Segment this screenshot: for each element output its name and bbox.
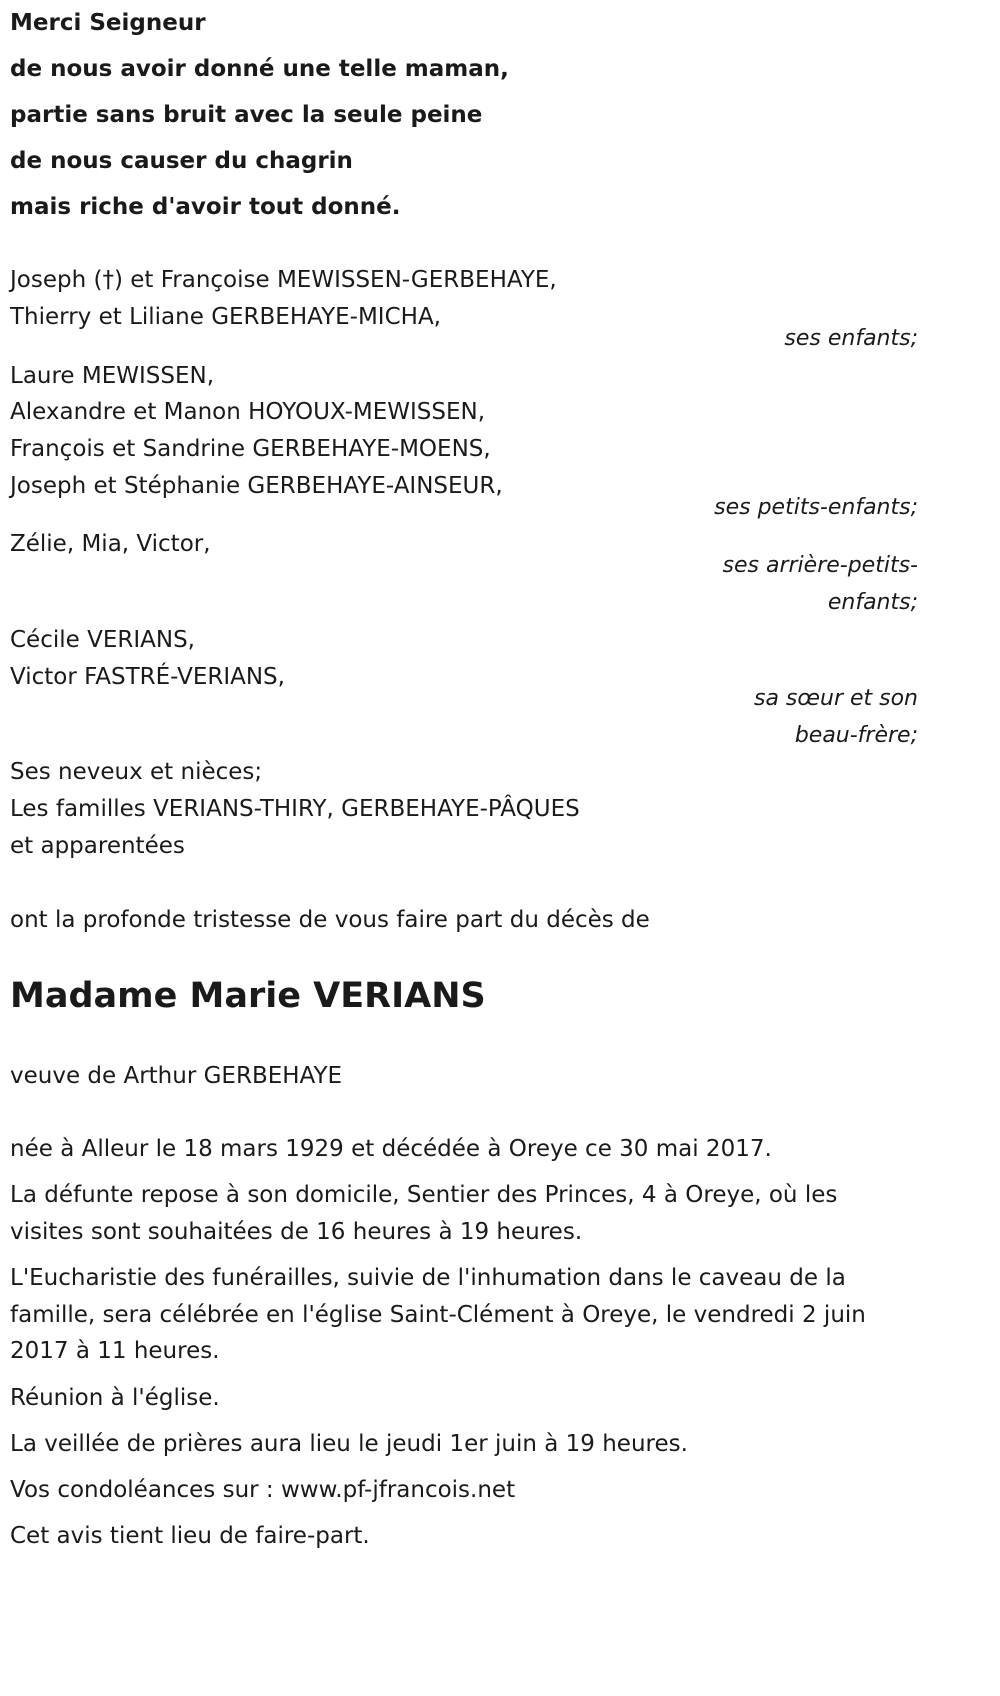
detail-line: L'Eucharistie des funérailles, suivie de l'inhumation dans le caveau de la — [10, 1265, 846, 1291]
detail-line: née à Alleur le 18 mars 1929 et décédée à Oreye ce 30 mai 2017. — [10, 1136, 772, 1162]
relation-label: beau-frère; — [794, 723, 918, 748]
family-member-line: Victor FASTRÉ-VERIANS, — [10, 664, 285, 690]
detail-line: 2017 à 11 heures. — [10, 1338, 220, 1364]
detail-line: famille, sera célébrée en l'église Saint-Clément à Oreye, le vendredi 2 juin — [10, 1302, 866, 1328]
condolences-line: Vos condoléances sur : www.pf-jfrancois.net — [10, 1477, 516, 1503]
widow-of-text: veuve de Arthur GERBEHAYE — [10, 1063, 343, 1089]
family-member-line: Zélie, Mia, Victor, — [10, 531, 211, 557]
family-member-line: et apparentées — [10, 833, 185, 859]
family-member-line: Joseph (†) et Françoise MEWISSEN-GERBEHAYE, — [10, 267, 557, 293]
poem-line: de nous avoir donné une telle maman, — [10, 56, 509, 82]
family-member-line: Cécile VERIANS, — [10, 627, 195, 653]
detail-line: La défunte repose à son domicile, Sentier des Princes, 4 à Oreye, où les — [10, 1182, 838, 1208]
detail-line: visites sont souhaitées de 16 heures à 19 heures. — [10, 1219, 583, 1245]
relation-label: ses arrière-petits- — [722, 553, 918, 578]
detail-line: La veillée de prières aura lieu le jeudi 1er juin à 19 heures. — [10, 1431, 688, 1457]
poem-line: Merci Seigneur — [10, 10, 206, 36]
relation-label: ses enfants; — [784, 326, 918, 351]
poem-line: mais riche d'avoir tout donné. — [10, 194, 401, 220]
detail-line: Réunion à l'église. — [10, 1385, 220, 1411]
family-member-line: Laure MEWISSEN, — [10, 363, 215, 389]
family-member-line: Les familles VERIANS-THIRY, GERBEHAYE-PÂQUES — [10, 796, 580, 822]
family-member-line: Ses neveux et nièces; — [10, 759, 263, 785]
poem-line: de nous causer du chagrin — [10, 148, 353, 174]
relation-label: ses petits-enfants; — [714, 495, 918, 520]
announcement-text: ont la profonde tristesse de vous faire part du décès de — [10, 907, 650, 933]
relation-label: sa sœur et son — [753, 686, 918, 711]
poem-line: partie sans bruit avec la seule peine — [10, 102, 483, 128]
detail-line: Cet avis tient lieu de faire-part. — [10, 1523, 370, 1549]
family-member-line: Joseph et Stéphanie GERBEHAYE-AINSEUR, — [10, 473, 503, 499]
family-member-line: François et Sandrine GERBEHAYE-MOENS, — [10, 436, 491, 462]
deceased-name: Madame Marie VERIANS — [10, 976, 486, 1016]
relation-label: enfants; — [827, 590, 918, 615]
family-member-line: Alexandre et Manon HOYOUX-MEWISSEN, — [10, 399, 486, 425]
family-member-line: Thierry et Liliane GERBEHAYE-MICHA, — [10, 304, 441, 330]
